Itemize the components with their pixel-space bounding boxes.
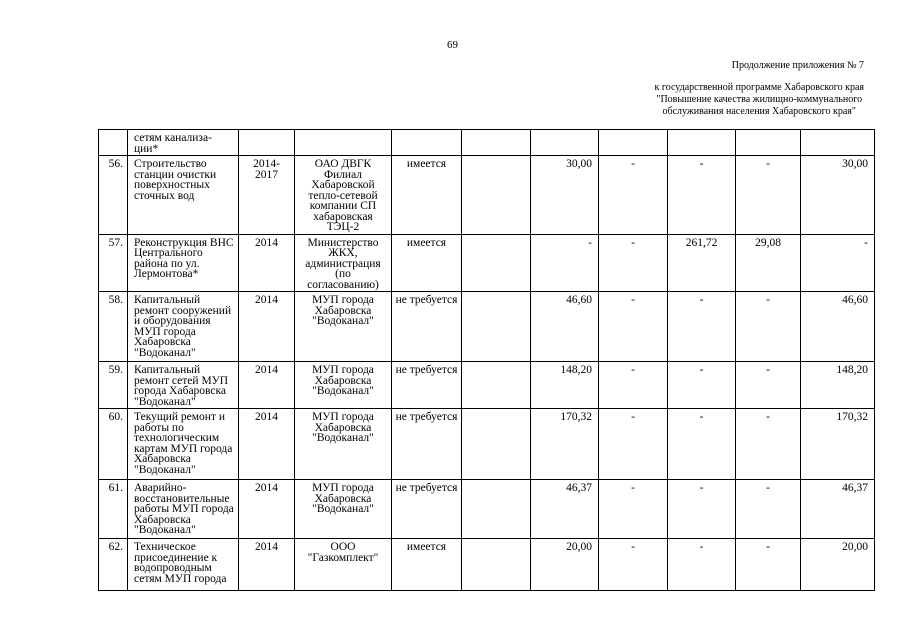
value-cell: 148,20: [531, 362, 599, 409]
value-cell: -: [736, 539, 801, 591]
appendix-continuation: Продолжение приложения № 7: [731, 60, 864, 71]
value-cell: -: [668, 409, 736, 480]
value-cell: 46,60: [531, 292, 599, 362]
documentation-status: имеется: [392, 539, 462, 591]
row-number: 62.: [99, 539, 128, 591]
total-cell: 30,00: [801, 156, 875, 235]
value-cell: -: [668, 480, 736, 539]
value-cell: [668, 130, 736, 156]
blank-cell: [462, 409, 531, 480]
years: 2014: [239, 480, 295, 539]
total-cell: 170,32: [801, 409, 875, 480]
blank-cell: [462, 130, 531, 156]
total-cell: 46,37: [801, 480, 875, 539]
value-cell: -: [736, 409, 801, 480]
years: [239, 130, 295, 156]
executor: ООО "Газкомплект": [295, 539, 392, 591]
blank-cell: [462, 480, 531, 539]
value-cell: -: [668, 292, 736, 362]
value-cell: -: [599, 539, 668, 591]
measure-name: Реконструкция ВНС Центрального района по ул. Лермонтова*: [128, 234, 239, 292]
executor: ОАО ДВГК Филиал Хабаровской тепло-сетевой компании СП хабаровская ТЭЦ-2: [295, 156, 392, 235]
executor: МУП города Хабаровска "Водоканал": [295, 292, 392, 362]
table-row: [99, 234, 875, 292]
executor: Министерство ЖКХ, администрация (по согласованию): [295, 234, 392, 292]
value-cell: -: [599, 156, 668, 235]
row-number: 57.: [99, 234, 128, 292]
value-cell: -: [668, 156, 736, 235]
table-row: [99, 409, 875, 480]
value-cell: 170,32: [531, 409, 599, 480]
value-cell: -: [599, 234, 668, 292]
value-cell: -: [668, 539, 736, 591]
total-cell: 46,60: [801, 292, 875, 362]
value-cell: [531, 130, 599, 156]
table-row: [99, 292, 875, 362]
documentation-status: не требуется: [392, 480, 462, 539]
measure-name: Капитальный ремонт сетей МУП города Хабаровска "Водоканал": [128, 362, 239, 409]
appendix-program: к государственной программе Хабаровского края: [654, 82, 864, 93]
value-cell: -: [599, 409, 668, 480]
blank-cell: [462, 539, 531, 591]
value-cell: -: [599, 362, 668, 409]
row-number: [99, 130, 128, 156]
row-number: 59.: [99, 362, 128, 409]
executor: МУП города Хабаровска "Водоканал": [295, 409, 392, 480]
total-cell: 148,20: [801, 362, 875, 409]
value-cell: -: [736, 292, 801, 362]
blank-cell: [462, 292, 531, 362]
blank-cell: [462, 362, 531, 409]
executor: МУП города Хабаровска "Водоканал": [295, 362, 392, 409]
blank-cell: [462, 156, 531, 235]
years: 2014: [239, 539, 295, 591]
table-row: [99, 539, 875, 591]
measure-name: Техническое присоединение к водопроводным сетям МУП города: [128, 539, 239, 591]
total-cell: -: [801, 234, 875, 292]
table-row: [99, 156, 875, 235]
measure-name: Аварийно-восстановительные работы МУП города Хабаровска "Водоканал": [128, 480, 239, 539]
blank-cell: [462, 234, 531, 292]
value-cell: 46,37: [531, 480, 599, 539]
table-row: [99, 362, 875, 409]
measures-table: [98, 129, 875, 591]
measure-name: Капитальный ремонт сооружений и оборудования МУП города Хабаровска "Водоканал": [128, 292, 239, 362]
measure-name: Текущий ремонт и работы по технологическим картам МУП города Хабаровска "Водоканал": [128, 409, 239, 480]
value-cell: -: [599, 292, 668, 362]
row-number: 61.: [99, 480, 128, 539]
documentation-status: [392, 130, 462, 156]
years: 2014: [239, 292, 295, 362]
documentation-status: не требуется: [392, 362, 462, 409]
measure-name: Строительство станции очистки поверхностных сточных вод: [128, 156, 239, 235]
value-cell: -: [736, 156, 801, 235]
row-number: 58.: [99, 292, 128, 362]
years: 2014: [239, 234, 295, 292]
total-cell: [801, 130, 875, 156]
value-cell: 30,00: [531, 156, 599, 235]
row-number: 56.: [99, 156, 128, 235]
value-cell: -: [599, 480, 668, 539]
appendix-program-title-end: обслуживания населения Хабаровского края": [662, 106, 856, 117]
value-cell: 261,72: [668, 234, 736, 292]
documentation-status: не требуется: [392, 292, 462, 362]
value-cell: [736, 130, 801, 156]
executor: [295, 130, 392, 156]
measure-name: сетям канализа-ции*: [128, 130, 239, 156]
documentation-status: не требуется: [392, 409, 462, 480]
executor: МУП города Хабаровска "Водоканал": [295, 480, 392, 539]
appendix-program-title: "Повышение качества жилищно-коммунального: [656, 94, 863, 105]
row-number: 60.: [99, 409, 128, 480]
value-cell: -: [736, 362, 801, 409]
total-cell: 20,00: [801, 539, 875, 591]
documentation-status: имеется: [392, 156, 462, 235]
years: 2014-2017: [239, 156, 295, 235]
value-cell: -: [531, 234, 599, 292]
years: 2014: [239, 409, 295, 480]
documentation-status: имеется: [392, 234, 462, 292]
table-row: [99, 480, 875, 539]
table-row: [99, 130, 875, 156]
value-cell: 29,08: [736, 234, 801, 292]
value-cell: 20,00: [531, 539, 599, 591]
appendix-header: [654, 60, 864, 118]
value-cell: -: [736, 480, 801, 539]
value-cell: [599, 130, 668, 156]
years: 2014: [239, 362, 295, 409]
page-number: 69: [447, 39, 458, 51]
value-cell: -: [668, 362, 736, 409]
